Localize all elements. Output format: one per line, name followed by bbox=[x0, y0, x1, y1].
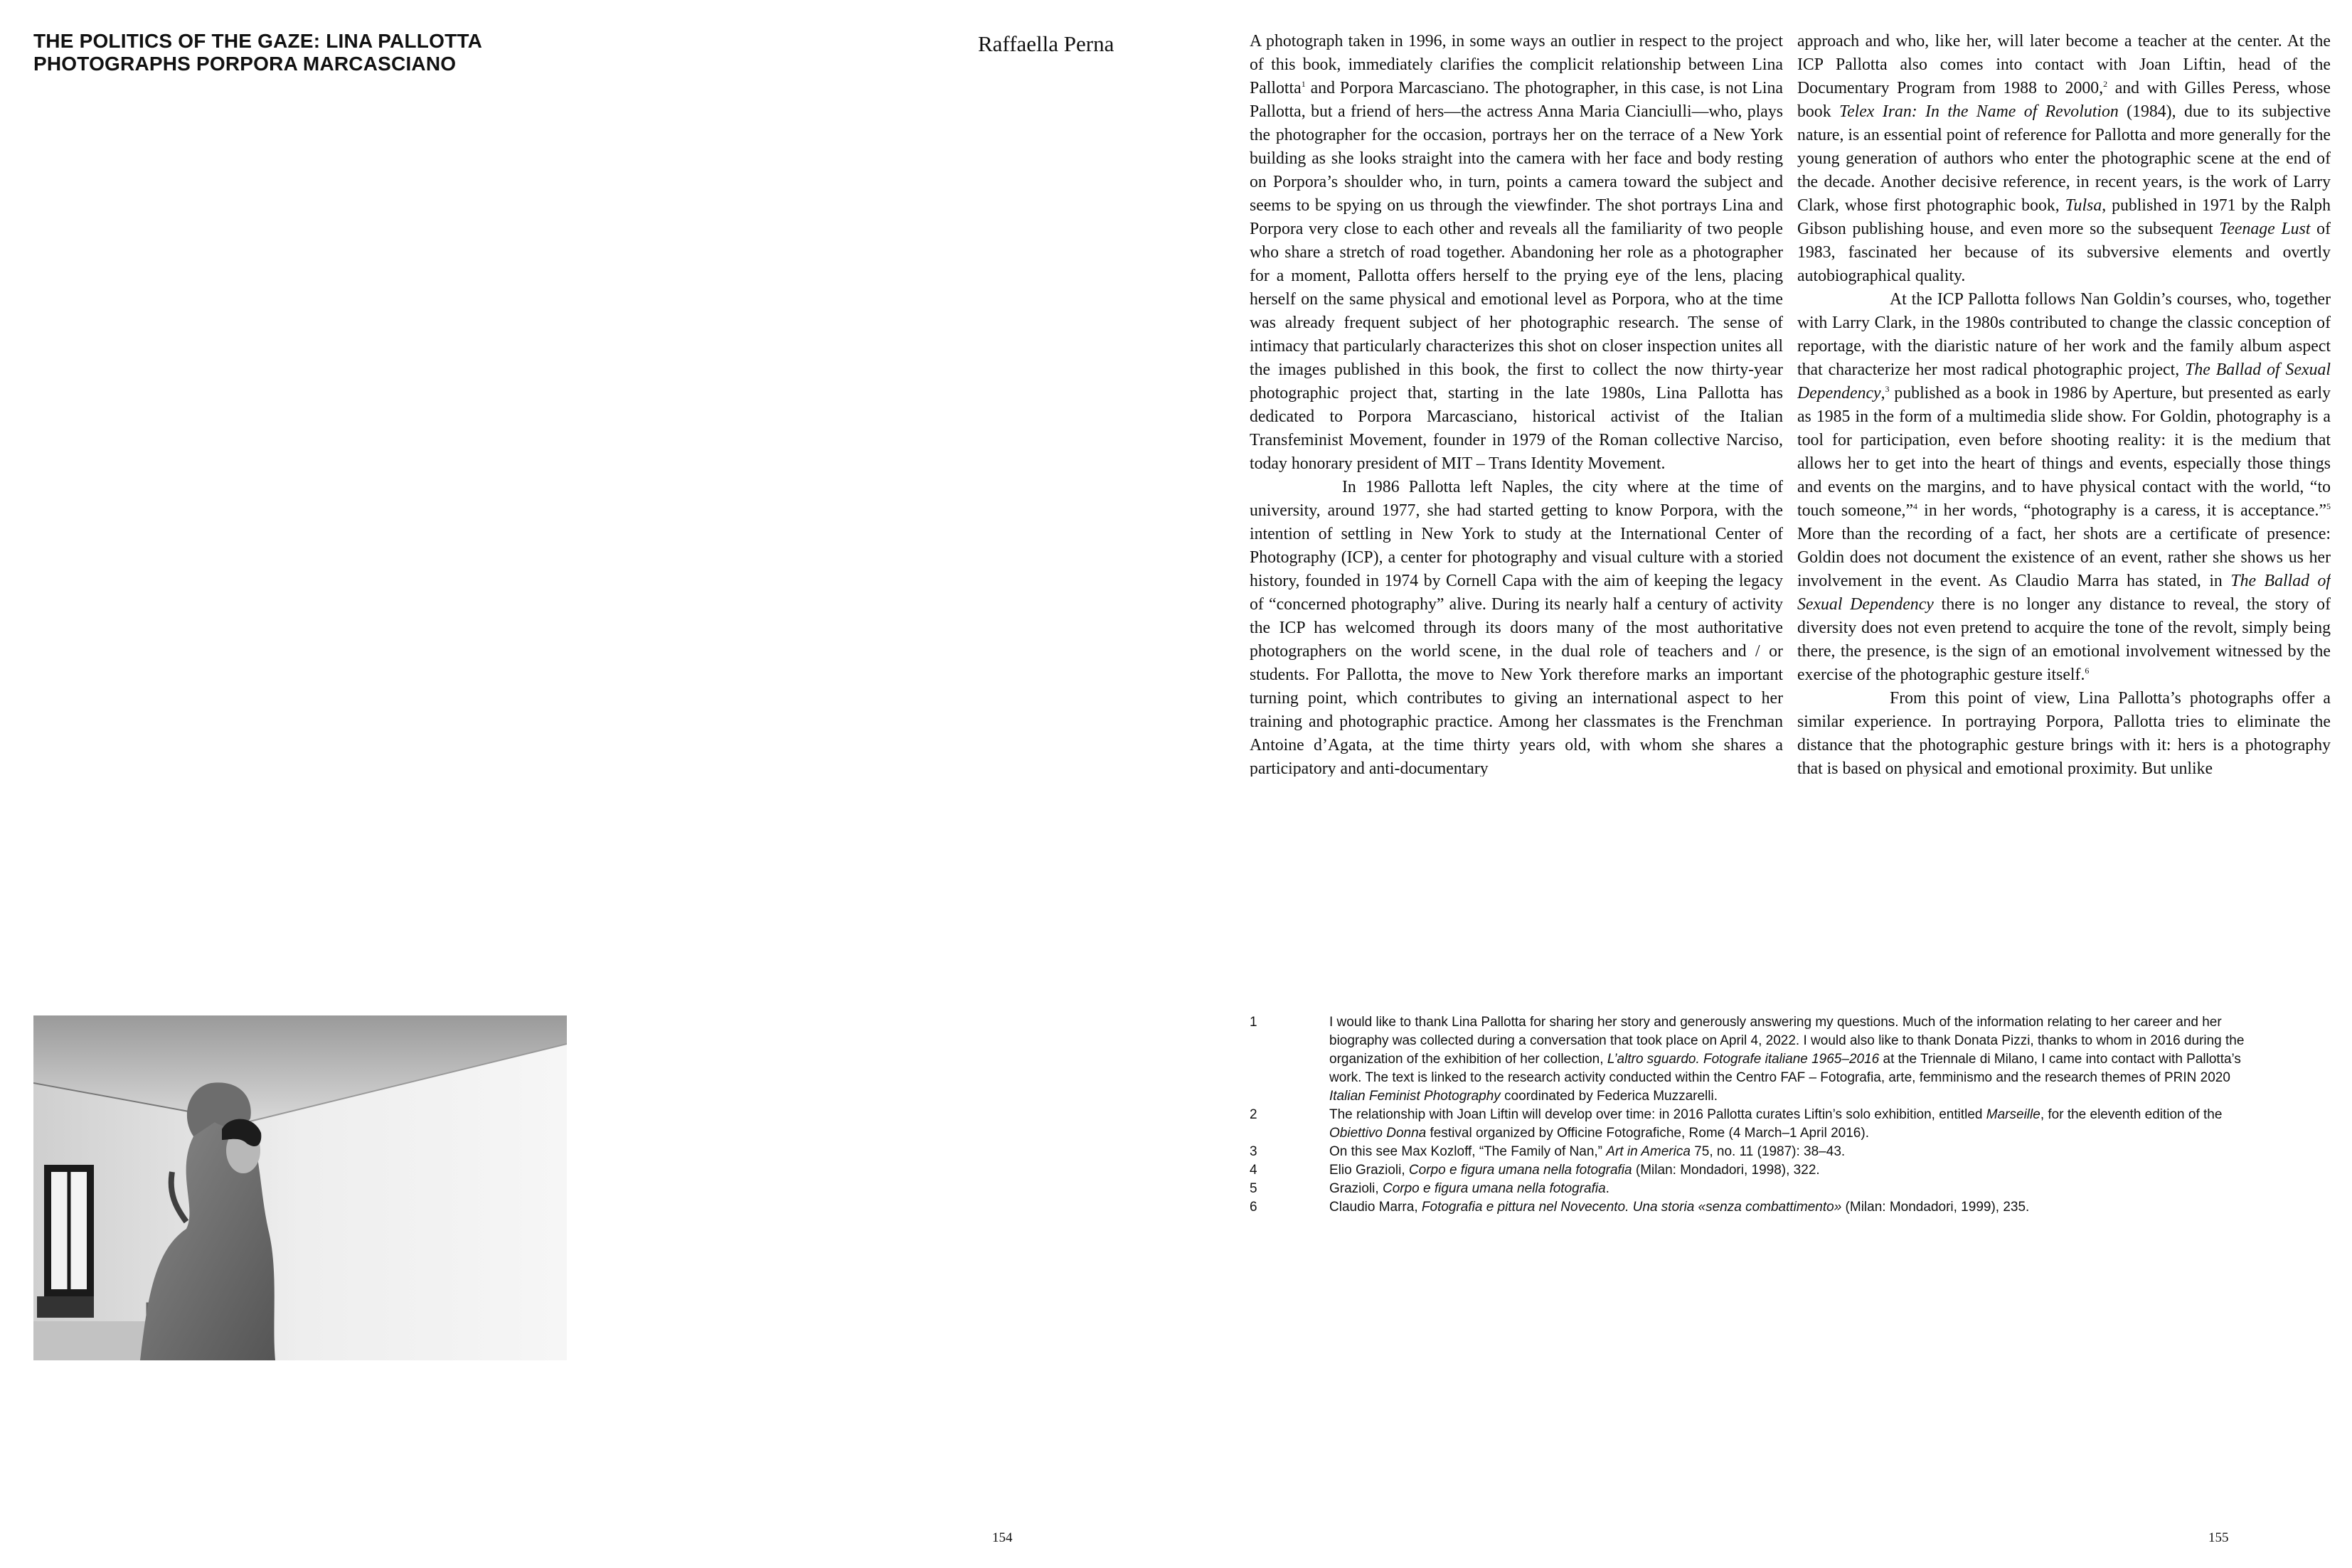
footnote-number: 5 bbox=[1250, 1181, 1257, 1196]
footnote-text: On this see Max Kozloff, “The Family of Nan,” Art in America 75, no. 11 (1987): 38–43. bbox=[1329, 1144, 1846, 1159]
body-paragraph: A photograph taken in 1996, in some ways an outlier in respect to the project of this book, immediately clarifies the complicit relationship between Lina Pallotta$^1$ and Porpora Marcasciano. The photographer, in this case, is not Lina Pallotta, but a friend of hers—the actress Anna Maria Cianciulli—who, plays the photographer for the occasion, portrays her on the terrace of a New York building as she looks straight into the camera with her face and body resting on Porpora’s shoulder who, in turn, points a camera toward the subject and seems to be spying on us through the viewfinder. The shot portrays Lina and Porpora very close to each other and reveals all the familiarity of two people who share a stretch of road together. Abandoning her role as a photographer for a moment, Pallotta offers herself to the prying eye of the lens, placing herself on the same physical and emotional level as Porpora, who at the time was already frequent subject of her photographic research. The sense of intimacy that particularly characterizes this shot on closer inspection unites all the images published in this book, the first to collect the now thirty-year photographic project that, starting in the late 1980s, Lina Pallotta has dedicated to Porpora Marcasciano, historical activist of the Italian Transfeminist Movement, founder in 1979 of the Roman collective Narciso, today honorary president of MIT – Trans Identity Movement. bbox=[1250, 32, 1783, 473]
footnote-text: Grazioli, Corpo e figura umana nella fotografia. bbox=[1329, 1181, 1609, 1196]
footnotes bbox=[1250, 1013, 2245, 1217]
footnote-text: The relationship with Joan Liftin will develop over time: in 2016 Pallotta curates Liftin’s solo exhibition, entitled Marseille, for the eleventh edition of the Obiettivo Donna festival organized by Officine Fotografiche, Rome (4 March–1 April 2016). bbox=[1329, 1107, 2223, 1141]
footnote-text: Elio Grazioli, Corpo e figura umana nella fotografia (Milan: Mondadori, 1998), 322. bbox=[1329, 1163, 1820, 1178]
body-paragraph: From this point of view, Lina Pallotta’s photographs offer a similar experience. In portraying Porpora, Pallotta tries to eliminate the distance that the photographic gesture brings with it: hers is a photography that is based on physical and emotional proximity. But unlike bbox=[1797, 689, 2331, 777]
footnote bbox=[1250, 1161, 2245, 1180]
body-paragraph: approach and who, like her, will later become a teacher at the center. At the ICP Pallotta also comes into contact with Joan Liftin, head of the Documentary Program from 1988 to 2000,$^2$ and with Gilles Peress, whose book Telex Iran: In the Name of Revolution (1984), due to its subjective nature, is an essential point of reference for Pallotta and more generally for the young generation of authors who enter the photographic scene at the end of the decade. Another decisive reference, in recent years, is the work of Larry Clark, whose first photographic book, Tulsa, published in 1971 by the Ralph Gibson publishing house, and even more so the subsequent Teenage Lust of 1983, fascinated her because of its subversive elements and overtly autobiographical quality. bbox=[1797, 32, 2331, 285]
page-number-right: 155 bbox=[2208, 1530, 2229, 1545]
footnote-number: 1 bbox=[1250, 1015, 1257, 1030]
author-name: Raffaella Perna bbox=[978, 31, 1114, 56]
footnote-number: 3 bbox=[1250, 1144, 1257, 1159]
footnote bbox=[1250, 1143, 2245, 1161]
footnote-text: I would like to thank Lina Pallotta for sharing her story and generously answering my questions. Much of the information relating to her career and her biography was collected during a conversation that took place on April 4, 2022. I would also like to thank Donata Pizzi, thanks to whom in 2016 during the organization of the exhibition of her collection, L’altro sguardo. Fotografe italiane 1965–2016 at the Triennale di Milano, I came into contact with Pallotta’s work. The text is linked to the research activity conducted within the Centro FAF – Fotografia, arte, femminismo and the research themes of PRIN 2020 Italian Feminist Photography coordinated by Federica Muzzarelli. bbox=[1329, 1015, 2245, 1104]
photograph-person-stretching bbox=[33, 1015, 567, 1360]
page-number-left: 154 bbox=[992, 1530, 1013, 1545]
footnote-number: 4 bbox=[1250, 1163, 1257, 1178]
footnote-text: Claudio Marra, Fotografia e pittura nel Novecento. Una storia «senza combattimento» (Milan: Mondadori, 1999), 235. bbox=[1329, 1200, 2030, 1215]
body-column-2 bbox=[1797, 30, 2331, 777]
body-column-1 bbox=[1250, 30, 1783, 777]
footnote bbox=[1250, 1198, 2245, 1217]
footnote-number: 2 bbox=[1250, 1107, 1257, 1122]
body-paragraph: At the ICP Pallotta follows Nan Goldin’s courses, who, together with Larry Clark, in the 1980s contributed to change the classic conception of reportage, with the diaristic nature of her work and the family album aspect that characterize her most radical photographic project, The Ballad of Sexual Dependency,$^3$ published as a book in 1986 by Aperture, but presented as early as 1985 in the form of a multimedia slide show. For Goldin, photography is a tool for participation, even before shooting reality: it is the medium that allows her to get into the heart of things and events, especially those things and events on the margins, and to have physical contact with the world, “to touch someone,”$^4$ in her words, “photography is a caress, it is acceptance.”$^5$ More than the recording of a fact, her shots are a certificate of presence: Goldin does not document the existence of an event, rather she shows us her involvement in the event. As Claudio Marra has stated, in The Ballad of Sexual Dependency there is no longer any distance to reveal, the story of diversity does not even pretend to acquire the tone of the revolt, simply being there, the presence, is the sign of an emotional involvement witnessed by the exercise of the photographic gesture itself.$^6$ bbox=[1797, 290, 2331, 684]
footnote bbox=[1250, 1106, 2245, 1143]
body-paragraph: In 1986 Pallotta left Naples, the city where at the time of university, around 1977, she had started getting to know Porpora, with the intention of settling in New York to study at the International Center of Photography (ICP), a center for photography and visual culture with a storied history, founded in 1974 by Cornell Capa with the aim of keeping the legacy of “concerned photography” alive. During its nearly half a century of activity the ICP has welcomed through its doors many of the most authoritative photographers on the world scene, in the dual role of teachers and / or students. For Pallotta, the move to New York therefore marks an important turning point, which contributes to giving an international aspect to her training and photographic practice. Among her classmates is the Frenchman Antoine d’Agata, at the time thirty years old, with whom she shares a participatory and anti-documentary bbox=[1250, 478, 1783, 777]
footnote bbox=[1250, 1013, 2245, 1106]
footnote-number: 6 bbox=[1250, 1200, 1257, 1215]
article-title: THE POLITICS OF THE GAZE: LINA PALLOTTA PHOTOGRAPHS PORPORA MARCASCIANO bbox=[33, 30, 481, 75]
footnote bbox=[1250, 1180, 2245, 1198]
